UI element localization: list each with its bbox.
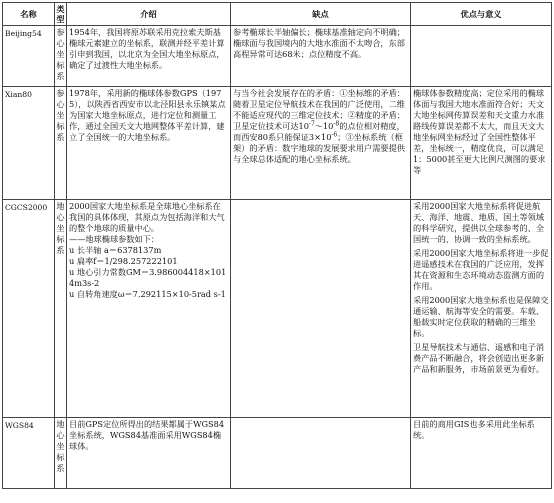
row-merit xyxy=(411,26,552,87)
row-type: 地心坐标系 xyxy=(55,418,67,489)
coordinate-systems-table-container xyxy=(2,2,551,500)
intro-line: u 长半轴 a＝6378137m xyxy=(69,245,162,255)
row-name: Beijing54 xyxy=(3,26,55,87)
row-weakness xyxy=(231,87,411,200)
merit-paragraph: 采用2000国家大地坐标系将进一步促进遥感技术在我国的广泛应用，发挥其在资源和生态环境动态监测方面的作用。 xyxy=(413,248,549,291)
table-row-cgcs2000 xyxy=(3,200,552,418)
table-row-beijing54 xyxy=(3,26,552,87)
row-weakness: 参考椭球长半轴偏长；椭球基准轴定向不明确；椭球面与我国境内的大地水准面不太吻合，东部高程异常可达68米；点位精度不高。 xyxy=(231,26,411,87)
intro-line: ——地球椭球参数如下： xyxy=(69,234,160,244)
weakness-text-1: 与当今社会发展存在的矛盾：①坐标维的矛盾：随着卫星定位导航技术在我国的广泛使用，二维不能适应现代的三维定位技术；②精度的矛盾：卫星定位技术可达10 xyxy=(233,88,405,131)
row-name: Xian80 xyxy=(3,87,55,200)
row-type: 参心坐标系 xyxy=(55,87,67,200)
header-row xyxy=(3,3,552,26)
header-merit: 优点与意义 xyxy=(411,3,552,26)
row-intro: 目前GPS定位所得出的结果都属于WGS84坐标系统，WGS84基准面采用WGS84椭球体。 xyxy=(67,418,231,489)
row-type: 参心坐标系 xyxy=(55,26,67,87)
merit-paragraph: 采用2000国家大地坐标系将促进航天、海洋、地震、地质、国土等领域的科学研究，提供以全球参考的、全国统一的、协调一致的坐标系统。 xyxy=(413,201,545,244)
header-type: 类型 xyxy=(56,4,65,24)
intro-line: u 自转角速度ω＝7.292115×10-5rad s-1 xyxy=(69,289,226,299)
row-weakness xyxy=(231,200,411,418)
row-intro xyxy=(67,200,231,418)
row-merit xyxy=(411,200,552,418)
weakness-text-4: ；③坐标系统（框架）的矛盾：数字地球的发展要求用户需要提供与全球总体适配的地心坐标系统。 xyxy=(233,132,405,164)
row-type: 地心坐标系 xyxy=(55,200,67,418)
row-weakness xyxy=(231,418,411,489)
intro-line: u 扁率f＝1/298.257222101 xyxy=(69,256,178,266)
row-intro: 1978年，采用新的椭球体参数GPS（1975），以陕西省西安市以北泾阳县永乐镇某点为国家大地坐标原点，进行定位和测量工作，通过全国天文大地网整体平差计算，建立了全国统一的大地坐标系。 xyxy=(67,87,231,200)
coordinate-systems-table xyxy=(2,2,552,489)
merit-paragraph: 卫星导航技术与通信、遥感和电子消费产品不断融合，将会创造出更多新产品和新服务，市场前景更为看好。 xyxy=(413,342,545,374)
weakness-sup-1: -7 xyxy=(308,120,315,128)
weakness-text-3: 的点位相对精度，而西安80系只能保证3×10 xyxy=(233,121,405,142)
table-row-wgs84 xyxy=(3,418,552,489)
intro-line: 2000国家大地坐标系是全球地心坐标系在我国的具体体现，其原点为包括海洋和大气的整个地球的质量中心。 xyxy=(69,201,225,233)
weakness-text-2: ～10 xyxy=(314,121,334,131)
header-weakness: 缺点 xyxy=(231,3,411,26)
header-intro: 介绍 xyxy=(67,3,231,26)
table-row-xian80 xyxy=(3,87,552,200)
intro-line: u 地心引力常数GM＝3.986004418×1014m3s-2 xyxy=(69,267,227,288)
merit-paragraph: 采用2000国家大地坐标系也是保障交通运输、航海等安全的需要。车载、船载实时定位获取的精确的三维坐标。 xyxy=(413,295,549,338)
header-name: 名称 xyxy=(3,3,55,26)
row-merit: 目前的商用GIS也多采用此坐标系统。 xyxy=(411,418,552,489)
row-intro: 1954年，我国将原苏联采用克拉索夫斯基椭球元素建立的坐标系，联测并经平差计算引申到我国，以北京为全国大地坐标原点，确定了过渡性大地坐标系。 xyxy=(67,26,231,87)
row-name: CGCS2000 xyxy=(3,200,55,418)
row-name: WGS84 xyxy=(3,418,55,489)
weakness-sup-3: -6 xyxy=(331,131,338,139)
row-merit: 椭球体参数精度高；定位采用的椭球体面与我国大地水准面符合好；天文大地坐标网传算误差和天文重力水准路线传算误差都不太大，而且天文大地坐标网坐标经过了全国性整体平差，坐标统一，精度优良，可以满足1：5000甚至更大比例尺测图的要求等 xyxy=(411,87,552,200)
weakness-sup-2: -8 xyxy=(333,120,340,128)
